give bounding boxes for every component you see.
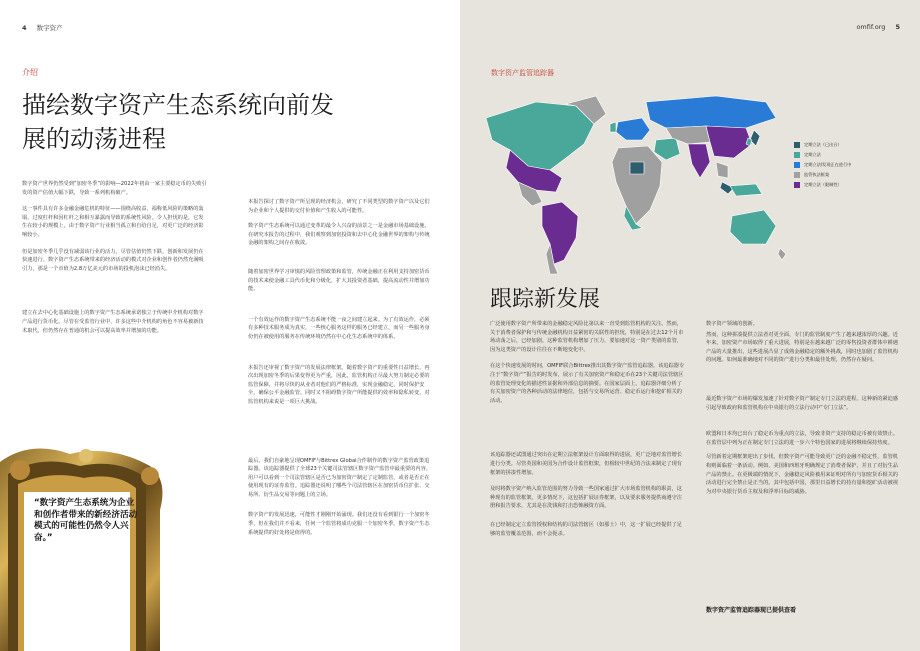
- legend-swatch: [794, 162, 800, 168]
- paragraph: 欧盟和日本均已出台了稳定币为重点的立法，导致非资产支持的稳定币被有效禁止。在监管层中列为正在制定专门立法的进一步六个特色国家的进展将继续保持热度。: [706, 431, 898, 446]
- region-new-zealand: [778, 248, 786, 260]
- region-india: [688, 144, 710, 178]
- region-australia: [730, 210, 776, 244]
- legend-swatch: [794, 172, 800, 178]
- legend-label: 定期立法（限制性）: [804, 182, 842, 187]
- ornate-frame-image: [0, 440, 170, 651]
- tracker-link[interactable]: 数字资产监管追踪器现已提供查看: [706, 607, 797, 614]
- region-russia: [646, 96, 776, 128]
- region-uk: [610, 122, 616, 132]
- paragraph: 数字资产的发展迅速，可能性才刚刚开始涌现。我们还没有看到银行一个加密冬季，但在我们并不看来，任何一个监管将成功克服一个加密冬季。数字资产生态系统提供的好处将是值得的。: [248, 512, 430, 536]
- paragraph: 尽管新着定期框架迎出了步伐，但数字资产可能导致更广泛的金融不稳定性，监管机构则面临着一条活动。例如，美国和西班牙明确规定了消费者保护，并且了对衍生品产品的禁止。在更极端的情况下，金融稳定风险被用来证明对所有与加密货币相关的活动进行完全禁止是正当的。其中包括中国，那里日益增长的持有量和挖矿活动被视为对中央银行货币主权及和浮率目标的威胁。: [706, 454, 898, 495]
- legend-swatch: [794, 142, 800, 148]
- paragraph: 数字资产领域的创新。: [706, 321, 758, 327]
- left-header: [22, 23, 63, 32]
- paragraph: 最近数字资产市场的爆发加速了针对数字资产制定专门立法的进程。这种新的紧迫感引起导致政府和监管机构在中央银行的立法行动中“专门立法”。: [706, 395, 898, 411]
- page-number: 5: [895, 23, 900, 31]
- region-canada: [486, 102, 594, 170]
- paragraph: 广泛使用数字资产所带来的金融稳定风险比第以来一直受到监管机构的关注。然而，关于消费者保护和与传统金融机构日益紧密的关联性的担忧，特别是在过去12个月市场动荡之后，已经加剧。这种监管机构增加了压力，要加速对这一资产类别的监管，因为这类资产的设计往往在不断地变化中。: [490, 321, 684, 353]
- title-line-2: 展的动荡进程: [22, 125, 166, 153]
- paragraph: 建立在去中心化基础设施上的数字资产生态系统承诺独立于传统中介机构对数字产品进行货币化。尽管在受监管行业中，许多这些中介机构的角色不容易被新技术取代，但仍然存在普通的机会可以提高效率并增加的功能。: [22, 310, 204, 334]
- legend-label: 监管执法框架: [804, 172, 830, 177]
- legend-label: 定期立法（已出台）: [804, 142, 842, 147]
- region-china: [706, 126, 752, 158]
- region-southeast-asia: [716, 162, 728, 178]
- region-nigeria: [630, 162, 644, 174]
- paragraph: 但是加密冬季几乎没有减弱该行业的活力，尽管估值仍然下跌，创新和发展仍在快速进行。数字资产生态系统带来的经济活动的模式对企业和创作者仍然充满吸引力，那是一个市值为2.8万亿美元的市场的投机泡沫已经消失。: [22, 248, 204, 272]
- region-middle-east: [654, 138, 680, 160]
- map-title: 数字资产监管追踪器: [491, 69, 554, 77]
- pull-quote: “数字资产生态系统为企业和创作者带来的新经济活动模式的可能性仍然令人兴奋。”: [34, 498, 138, 543]
- legend-item: [794, 150, 874, 160]
- paragraph: 一个有效运作的数字资产生态系统不能一夜之间建立起来。为了有效运作，必须有多种技术服务成为真实，一些核心服务这样的服务已经建立，而另一些服务身份仍在被使用的服务在传统环境仍然在中心化生态系统中的体系。: [248, 316, 430, 340]
- paragraph: 本报告探讨了数字资产所呈现的经济机会，研究了不同类型的数字资产以及它们为企业和个人提供的交付价值和产生收入的可能性。: [248, 199, 430, 214]
- legend-label: 定期立法/发现正在进行中: [804, 162, 852, 167]
- legend-item: [794, 180, 874, 190]
- paragraph: 然而，这种拼凑提供立法者对更全面、专门的监管制度产生了越来越浓厚的兴趣。近年来，加密资产市场取得了重大进展，特别是在越来越广泛的零售投资者群体中耕遇产品的大量推出，这些进展凸显了成熟金融稳定的额外挑战，同时也加剧了监管机构的问题。如何最准确地对不同的资产进行分类和最佳处理，仍然存在疑问。: [706, 331, 898, 364]
- legend-item: [794, 160, 874, 170]
- region-indonesia: [730, 184, 762, 196]
- paragraph: 数字资产世界仍然受到“加密冬季”的影响—2022年初由一家主要稳定币的失败引发的资产估值大幅下跌，导致一系列机构破产。: [22, 181, 207, 196]
- map-legend: [794, 140, 874, 190]
- paragraph: 这一事件具有许多金融金融危机的特征——围绕高收益、福称低风险的策略的轰塌，过度杠杆和因杠杆之和相互暴露而导致的系统性风险。令人担忧的是，它发生在较小的规模上，由于数字资产行业相当孤立和自给自足，对更广泛的经济影响较小。: [22, 206, 204, 238]
- tracking-column-2: [706, 320, 900, 496]
- tracking-column-1: [490, 320, 686, 538]
- legend-item: [794, 170, 874, 180]
- paragraph: 在已经制定定立监管授权和结构的司法管辖区（如那士）中，这一扩展已经提供了足够的监管覆盖范围，而不会扼杀。: [490, 521, 682, 537]
- paragraph: 该追踪器还试图通过突出在定期立法框架设计方面取得的进展，更广泛地对监管增长进行分类。尽管英国和美国为合作设计监管框架，但相较中世纪的合法来制定了现有框架的拼凑性增加。: [490, 452, 682, 476]
- region-africa: [612, 146, 662, 224]
- paragraph: 本报告还审视了数字资产的发展法律框架。随着数字资产的重要性日益增长，再次出现加密冬季的后果变得更为严重，因此，监管机构正尽最大努力制定必要的监管保障，并将尽快的从业者对他们的严格标准，实现金融稳定，同时保护安全，确保公平金融监管。同时又不阻碍数字资产所能提供的效率和隐私转变，对监管机构来说是一项巨大挑战。: [248, 364, 430, 405]
- paragraph: 在这个快速发展的时间，OMFIF联合Bittrex推出其数字资产监管追踪器。该追踪器专注于“数字资产”报告的时发布，展示了有关加密资产和稳定币在23个关键司法管辖区的监管处理变化的描述性证据和外部信息的摘要。在国家层面上，追踪器详细分析了有关加密资产的各种活动的法律地位，包括与交易所运营、稳定币运行和挖矿相关的活动。: [490, 363, 685, 404]
- legend-label: 定期立法: [804, 152, 821, 157]
- paragraph: 及时将数字资产纳入监管范围的努力导致一些国家通过扩大市场监管机构的职责，这种现有的监管框架。更多情况下，这包括扩展证券框架，以及要求服务提供商遵守注册和报告要求，尤其是在洗钱和打击恐怖融资方面。: [490, 486, 682, 510]
- intro-column-1: [22, 180, 208, 335]
- site-name: omfif.org: [856, 23, 886, 31]
- legend-swatch: [794, 152, 800, 158]
- section-name: 数字资产: [36, 24, 63, 32]
- intro-column-2: [248, 198, 434, 537]
- title-line-1: 描绘数字资产生态系统向前发: [22, 91, 334, 119]
- page-title: [22, 88, 342, 156]
- region-europe: [616, 118, 650, 140]
- paragraph: 数字资产生态系统可以通过变革的最令人兴奋的前景之一是金融市场基础设施，在研究本报告的过程中，我们观察到加密投资和去中心化金融世界的架构与传统金融的架构之间存在收敛。: [248, 223, 430, 247]
- legend-item: [794, 140, 874, 150]
- right-header: [820, 23, 900, 31]
- page-number: 4: [22, 24, 27, 32]
- section-label: 介绍: [22, 68, 38, 77]
- paragraph: 最后，我们自豪地呈现OMFIF与Bittrex Global合作制作的数字资产监管政策追踪器。该追踪器提供了全球23个关键司法管辖区数字资产监管中最重要的内容。用户可以看到一个司法管辖区是否已为加密资产制定了定制监管，或者是否正在使用现有的证券监管。追踪器还说明了哪些个司法管辖区在加密货币位扩张、交易所、衍生品交易等问题上的立场。: [248, 457, 431, 498]
- paragraph: 随着加密世界学习审慎的风险管理政策和监管，传统金融正在利用支持加密货币的技术来使金融工具代币化和分级化，扩大其投资者基础，提高流动性并增加功能。: [248, 268, 430, 293]
- world-regulation-map: [466, 78, 794, 278]
- section-title: 跟踪新发展: [490, 287, 601, 312]
- legend-swatch: [794, 182, 800, 188]
